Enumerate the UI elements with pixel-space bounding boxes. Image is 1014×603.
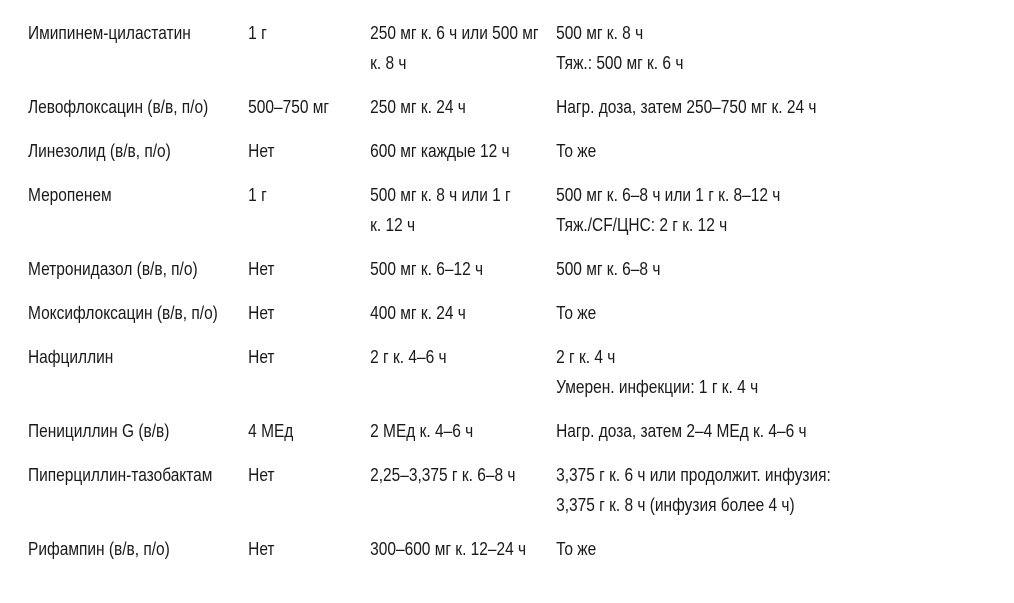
table-row	[28, 136, 854, 180]
table-row	[28, 254, 854, 298]
loading-dose: Нет	[248, 303, 275, 323]
drug-name: Пенициллин G (в/в)	[28, 421, 170, 441]
dose-column-3	[370, 534, 556, 578]
dose-column-3	[370, 180, 556, 254]
table-row	[28, 298, 854, 342]
dose-line: 250 мг к. 24 ч	[370, 97, 466, 117]
dose-column-4	[556, 180, 854, 254]
table-row	[28, 18, 854, 92]
dose-line: 500 мг к. 6–12 ч	[370, 259, 484, 279]
dose-column-3	[370, 298, 556, 342]
dose-column-3	[370, 92, 556, 136]
drug-name: Пиперциллин-тазобактам	[28, 465, 213, 485]
dose-line: 300–600 мг к. 12–24 ч	[370, 539, 527, 559]
table-row	[28, 92, 854, 136]
loading-dose: Нет	[248, 539, 275, 559]
dose-line: 2 МЕд к. 4–6 ч	[370, 421, 474, 441]
dosing-table	[28, 18, 854, 578]
dose-line: 400 мг к. 24 ч	[370, 303, 466, 323]
dose-column-3	[370, 136, 556, 180]
dose-line: 2 г к. 4–6 ч	[370, 347, 447, 367]
dose-line: 500 мг к. 8 ч	[556, 23, 644, 43]
table-row	[28, 180, 854, 254]
dose-line: 3,375 г к. 6 ч или продолжит. инфузия:	[556, 465, 831, 485]
dose-column-4	[556, 416, 854, 460]
dose-column-4	[556, 18, 854, 92]
loading-dose: 500–750 мг	[248, 97, 330, 117]
drug-name: Метронидазол (в/в, п/о)	[28, 259, 198, 279]
table-row	[28, 534, 854, 578]
dose-line: Нагр. доза, затем 250–750 мг к. 24 ч	[556, 97, 817, 117]
dose-column-4	[556, 92, 854, 136]
table-row	[28, 460, 854, 534]
dose-line: 500 мг к. 6–8 ч или 1 г к. 8–12 ч	[556, 185, 781, 205]
dose-column-4	[556, 460, 854, 534]
dose-column-3	[370, 342, 556, 416]
dose-line: Умерен. инфекции: 1 г к. 4 ч	[556, 377, 759, 397]
dose-column-4	[556, 342, 854, 416]
dose-column-4	[556, 298, 854, 342]
drug-name: Рифампин (в/в, п/о)	[28, 539, 170, 559]
dose-line: То же	[556, 141, 597, 161]
loading-dose: Нет	[248, 347, 275, 367]
dose-column-3	[370, 416, 556, 460]
dose-line: То же	[556, 303, 597, 323]
dose-line: Нагр. доза, затем 2–4 МЕд к. 4–6 ч	[556, 421, 807, 441]
dose-column-3	[370, 254, 556, 298]
loading-dose: Нет	[248, 141, 275, 161]
loading-dose: 4 МЕд	[248, 421, 294, 441]
dose-line: 500 мг к. 6–8 ч	[556, 259, 661, 279]
dose-line: 2,25–3,375 г к. 6–8 ч	[370, 465, 516, 485]
dose-column-4	[556, 534, 854, 578]
loading-dose: Нет	[248, 259, 275, 279]
table-row	[28, 342, 854, 416]
drug-name: Моксифлоксацин (в/в, п/о)	[28, 303, 218, 323]
loading-dose: 1 г	[248, 23, 267, 43]
dose-line: 500 мг к. 8 ч или 1 г	[370, 185, 511, 205]
drug-name: Меропенем	[28, 185, 112, 205]
dose-line: 2 г к. 4 ч	[556, 347, 616, 367]
drug-name: Нафциллин	[28, 347, 114, 367]
drug-name: Левофлоксацин (в/в, п/о)	[28, 97, 209, 117]
loading-dose: Нет	[248, 465, 275, 485]
table-row	[28, 416, 854, 460]
dose-line: 250 мг к. 6 ч или 500 мг	[370, 23, 539, 43]
dose-line: к. 8 ч	[370, 53, 407, 73]
dose-line: к. 12 ч	[370, 215, 416, 235]
drug-name: Линезолид (в/в, п/о)	[28, 141, 171, 161]
dose-line: 600 мг каждые 12 ч	[370, 141, 510, 161]
dose-column-3	[370, 460, 556, 534]
dose-column-4	[556, 254, 854, 298]
dose-column-4	[556, 136, 854, 180]
loading-dose: 1 г	[248, 185, 267, 205]
dose-line: Тяж./CF/ЦНС: 2 г к. 12 ч	[556, 215, 728, 235]
dose-line: То же	[556, 539, 597, 559]
drug-name: Имипинем-циластатин	[28, 23, 191, 43]
dose-column-3	[370, 18, 556, 92]
dose-line: 3,375 г к. 8 ч (инфузия более 4 ч)	[556, 495, 795, 515]
dose-line: Тяж.: 500 мг к. 6 ч	[556, 53, 684, 73]
